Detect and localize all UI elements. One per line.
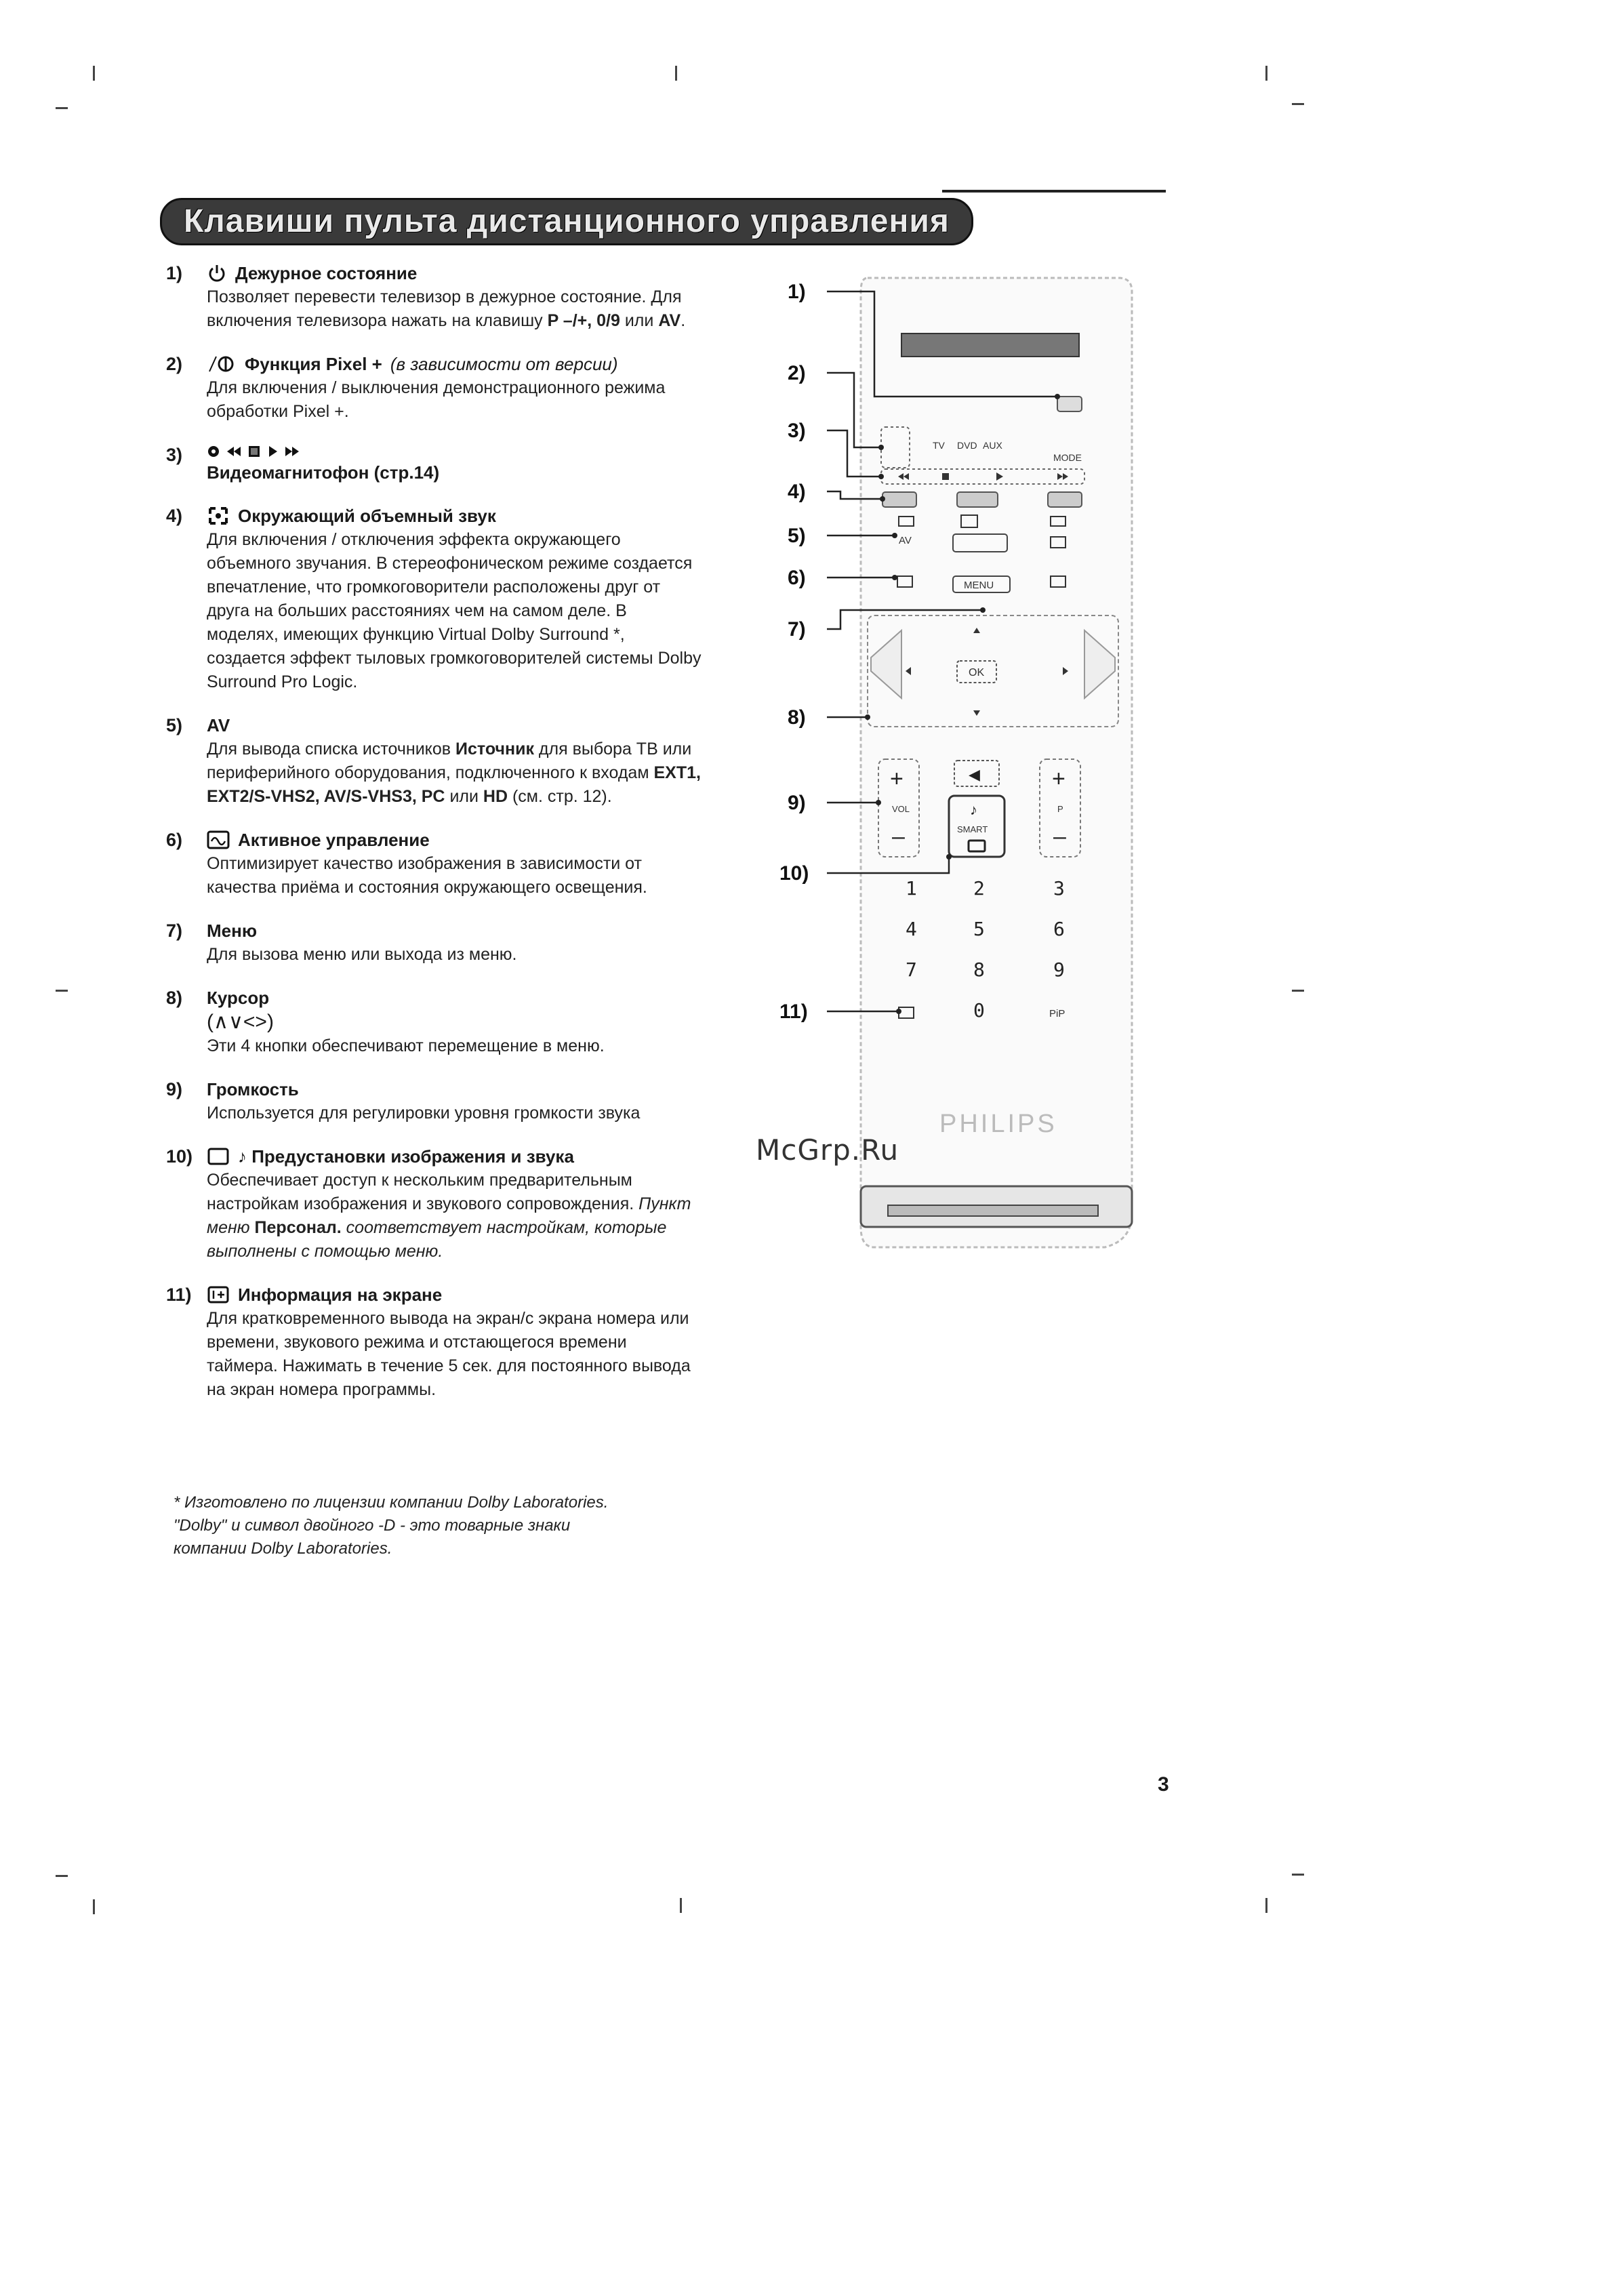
list-item (166, 1077, 702, 1125)
callout-label: 11) (779, 1001, 808, 1023)
callout-label: 10) (779, 862, 809, 885)
cursor-arrows: (∧∨<>) (207, 1011, 274, 1033)
digit-key: 6 (1053, 918, 1065, 940)
source-label: TV (933, 440, 945, 451)
item-heading: Функция Pixel + (245, 354, 382, 374)
mode-label: MODE (1053, 452, 1082, 463)
page-number: 3 (1158, 1773, 1169, 1796)
list-item (166, 261, 702, 333)
crop-mark (56, 1875, 68, 1877)
list-item (166, 918, 702, 967)
callout-label: 1) (788, 281, 806, 303)
crop-mark (1292, 103, 1304, 105)
item-heading: Дежурное состояние (235, 263, 418, 283)
brand-logo: PHILIPS (939, 1110, 1057, 1138)
vol-label: VOL (892, 804, 910, 814)
list-item (166, 1282, 702, 1402)
item-heading: Видеомагнитофон (стр.14) (207, 462, 440, 483)
digit-key: 2 (973, 877, 985, 900)
digit-key: 1 (906, 877, 917, 900)
ir-window (901, 334, 1079, 357)
menu-label: MENU (964, 580, 994, 591)
item-description: Для включения / отключения эффекта окружающего объемного звучания. В стереофоническом режиме создается впечатление, что громкоговорители расположены друг от друга на больших расстояниях чем на самом деле. В моделях, имеющих функцию Virtual Dolby Surround *, создается эффект тыловых громкоговорителей системы Dolby Surround Pro Logic. (207, 530, 702, 691)
power-icon (207, 263, 227, 283)
callout-label: 5) (788, 525, 806, 547)
svg-text:–: – (1053, 824, 1066, 849)
item-heading: Меню (207, 921, 258, 941)
svg-text:◀: ◀ (969, 766, 980, 783)
crop-mark (1292, 1874, 1304, 1876)
page-title-block (160, 190, 1163, 244)
list-item (166, 1144, 702, 1264)
surround-button-key (957, 492, 998, 507)
page-title: Клавиши пульта дистанционного управления (160, 198, 973, 245)
crop-mark (56, 107, 68, 109)
svg-text:–: – (892, 824, 905, 849)
digit-key: 5 (973, 918, 985, 940)
crop-mark (1265, 1898, 1267, 1913)
item-description: Оптимизирует качество изображения в зависимости от качества приёма и состояния окружающего освещения. (207, 854, 647, 897)
callout-label: 7) (788, 618, 806, 641)
smart-picture-icon (207, 1147, 230, 1166)
list-item (166, 352, 702, 424)
item-description: Для включения / выключения демонстрационного режима обработки Pixel +. (207, 378, 666, 421)
callout-label: 8) (788, 706, 806, 729)
crop-mark (675, 66, 677, 81)
list-item (166, 504, 702, 694)
item-heading: Громкость (207, 1079, 299, 1099)
item-description: Эти 4 кнопки обеспечивают перемещение в меню. (207, 1036, 605, 1055)
item-number: 9) (166, 1079, 183, 1099)
power-button (1057, 397, 1082, 411)
digit-key: 7 (906, 958, 917, 981)
item-description: Обеспечивает доступ к нескольким предварительным настройкам изображения и звукового сопровождения. Пункт меню Персонал. соответствует настройкам, которые выполнены с помощью меню. (207, 1171, 691, 1261)
vcr-keys-icon (207, 443, 308, 460)
item-number: 7) (166, 921, 183, 941)
info-icon (207, 1285, 230, 1304)
list-item (166, 828, 702, 900)
surround-button (882, 492, 916, 507)
item-number: 1) (166, 263, 183, 283)
crop-mark (93, 1899, 95, 1914)
remote-body (861, 278, 1132, 1247)
svg-text:♪: ♪ (970, 801, 977, 818)
source-label: DVD (957, 440, 977, 451)
item-number: 3) (166, 445, 183, 465)
svg-text:+: + (1052, 766, 1065, 792)
digit-key: 4 (906, 918, 917, 940)
smart-label: SMART (957, 824, 988, 834)
pip-label: PiP (1049, 1008, 1065, 1019)
digit-key: 0 (973, 999, 985, 1022)
key-description-list (166, 261, 702, 1421)
item-number: 8) (166, 988, 183, 1008)
crop-mark (93, 66, 95, 81)
source-label: AUX (983, 440, 1002, 451)
av-label: AV (899, 535, 912, 546)
item-heading: Активное управление (238, 830, 430, 850)
pixel-plus-icon (207, 354, 237, 374)
footnote: * Изготовлено по лицензии компании Dolby Laboratories. "Dolby" и символ двойного -D - это товарные знаки компании Dolby Laboratories. (174, 1493, 609, 1558)
surround-icon (207, 506, 230, 526)
item-description: Для вывода списка источников Источник для выбора ТВ или периферийного оборудования, подключенного к входам EXT1, EXT2/S-VHS2, AV/S-VHS3, PC или HD (см. стр. 12). (207, 740, 701, 806)
item-number: 5) (166, 715, 183, 735)
item-number: 2) (166, 354, 183, 374)
item-number: 6) (166, 830, 183, 850)
watermark: McGrp.Ru (756, 1133, 899, 1167)
item-heading: AV (207, 715, 230, 735)
list-item (166, 986, 702, 1058)
crop-mark (680, 1898, 682, 1913)
callout-label: 3) (788, 420, 806, 442)
list-item (166, 443, 702, 485)
p-label: P (1057, 804, 1063, 814)
color-key (1048, 492, 1082, 507)
crop-mark (1292, 990, 1304, 992)
list-item (166, 713, 702, 809)
item-heading: Информация на экране (238, 1285, 443, 1305)
digit-key: 3 (1053, 877, 1065, 900)
item-heading: ♪ Предустановки изображения и звука (238, 1146, 574, 1167)
item-heading-note: (в зависимости от версии) (390, 354, 618, 374)
item-number: 10) (166, 1146, 193, 1167)
item-heading: Курсор (207, 988, 270, 1008)
callout-label: 2) (788, 362, 806, 384)
digit-key: 9 (1053, 958, 1065, 981)
crop-mark (1265, 66, 1267, 81)
item-number: 4) (166, 506, 183, 526)
item-description: Позволяет перевести телевизор в дежурное состояние. Для включения телевизора нажать на клавишу P –/+, 0/9 или AV. (207, 287, 686, 330)
callout-label: 4) (788, 481, 806, 503)
item-heading: Окружающий объемный звук (238, 506, 496, 526)
item-description: Для кратковременного вывода на экран/с экрана номера или времени, звукового режима и отстающегося времени таймера. Нажимать в течение 5 сек. для постоянного вывода на экран номера программы. (207, 1309, 691, 1399)
active-control-icon (207, 830, 230, 849)
digit-key: 8 (973, 958, 985, 981)
item-description: Для вызова меню или выхода из меню. (207, 945, 517, 964)
crop-mark (56, 990, 68, 992)
callout-label: 9) (788, 792, 806, 814)
callout-label: 6) (788, 567, 806, 589)
remote-control-illustration (779, 264, 1159, 1281)
ok-label: OK (969, 667, 985, 679)
item-description: Используется для регулировки уровня громкости звука (207, 1104, 641, 1123)
svg-text:+: + (890, 766, 904, 792)
item-number: 11) (166, 1285, 192, 1305)
